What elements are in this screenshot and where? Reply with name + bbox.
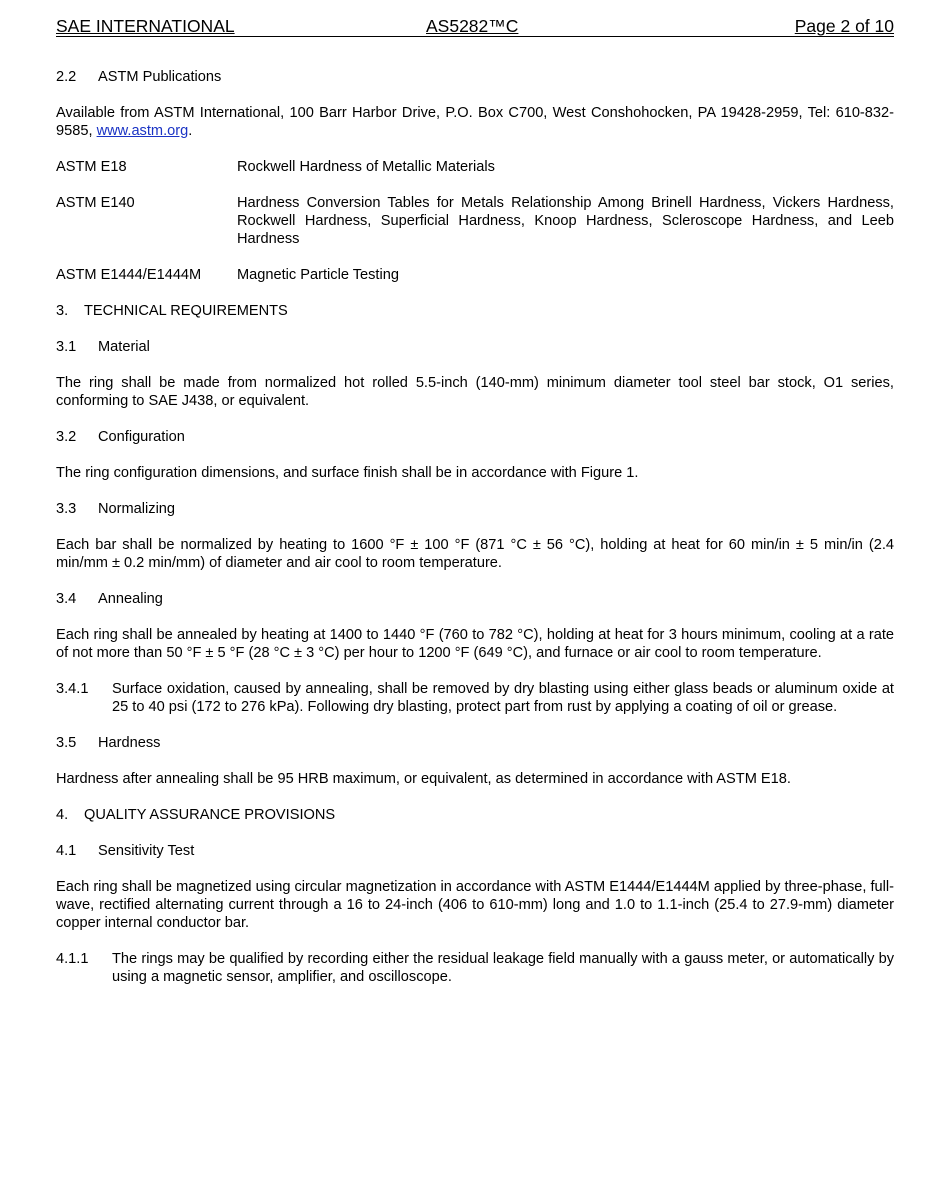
section-4-heading [56,806,894,824]
reference-title: Rockwell Hardness of Metallic Materials [237,159,495,175]
section-3-5-text: Hardness after annealing shall be 95 HRB maximum, or equivalent, as determined in accordance with ASTM E18. [56,771,791,787]
section-3-4-text: Each ring shall be annealed by heating at 1400 to 1440 °F (760 to 782 °C), holding at heat for 3 hours minimum, cooling at a rate of not more than 50 °F ± 5 °F (28 °C ± 3 °C) per hour to 1200 °F (649 °C), and furnace or air cool to room temperature. [56,627,894,661]
astm-address-end: . [188,123,193,139]
section-number: 3.4 [56,591,77,607]
section-number: 4.1 [56,843,77,859]
section-number: 4.1.1 [56,951,89,967]
page-header [56,16,894,37]
astm-availability-paragraph [56,104,894,140]
section-number: 3. [56,303,69,319]
section-title: Configuration [98,429,185,445]
section-3-2-text: The ring configuration dimensions, and surface finish shall be in accordance with Figure 1. [56,465,639,481]
section-title: QUALITY ASSURANCE PROVISIONS [84,807,336,823]
section-number: 3.2 [56,429,77,445]
astm-address-text: Available from ASTM International, 100 Barr Harbor Drive, P.O. Box C700, West Conshohocken, PA 19428-2959, Tel: 610-832-9585, [56,105,894,139]
section-title: Hardness [98,735,161,751]
section-text: Surface oxidation, caused by annealing, shall be removed by dry blasting using either glass beads or aluminum oxide at 25 to 40 psi (172 to 276 kPa). Following dry blasting, protect part from rust by applying a coating of oil or grease. [112,681,894,715]
reference-code: ASTM E140 [56,195,135,211]
section-4-1-text: Each ring shall be magnetized using circular magnetization in accordance with ASTM E1444/E1444M applied by three-phase, full-wave, rectified alternating current through a 16 to 24-inch (406 to 610-mm) long and 1.0 to 1.1-inch (25.4 to 27.9-mm) diameter copper internal conductor bar. [56,879,894,931]
section-number: 3.5 [56,735,77,751]
section-3-1-text: The ring shall be made from normalized hot rolled 5.5-inch (140-mm) minimum diameter tool steel bar stock, O1 series, conforming to SAE J438, or equivalent. [56,375,894,409]
section-3-4-1 [56,680,894,716]
section-4-1-1 [56,950,894,986]
header-org: SAE INTERNATIONAL [56,16,235,36]
header-page-number: Page 2 of 10 [794,16,894,36]
reference-code: ASTM E18 [56,159,127,175]
reference-entry [56,158,894,176]
section-text: The rings may be qualified by recording either the residual leakage field manually with a gauss meter, or automatically by using a magnetic sensor, amplifier, and oscilloscope. [112,951,894,985]
section-3-4-heading [56,590,894,608]
section-3-3-text: Each bar shall be normalized by heating to 1600 °F ± 100 °F (871 °C ± 56 °C), holding at heat for 60 min/in ± 5 min/in (2.4 min/mm ± 0.2 min/mm) of diameter and air cool to room temperature. [56,537,894,571]
section-number: 2.2 [56,69,77,85]
reference-entry [56,194,894,248]
section-title: Annealing [98,591,163,607]
section-3-1-heading [56,338,894,356]
section-number: 3.1 [56,339,77,355]
section-4-1-heading [56,842,894,860]
section-number: 3.3 [56,501,77,517]
reference-title: Magnetic Particle Testing [237,267,399,283]
section-title: Material [98,339,150,355]
section-number: 3.4.1 [56,681,89,697]
section-title: ASTM Publications [98,69,222,85]
section-3-2-heading [56,428,894,446]
section-title: Sensitivity Test [98,843,195,859]
section-number: 4. [56,807,69,823]
reference-title: Hardness Conversion Tables for Metals Relationship Among Brinell Hardness, Vickers Hardness, Rockwell Hardness, Superficial Hardness, Knoop Hardness, Scleroscope Hardness, and Leeb Hardness [237,195,894,247]
section-title: Normalizing [98,501,176,517]
reference-entry [56,266,894,284]
section-2-2-heading [56,68,894,86]
section-3-3-heading [56,500,894,518]
section-title: TECHNICAL REQUIREMENTS [84,303,288,319]
document-body [56,68,894,1004]
section-3-heading [56,302,894,320]
header-doc-number: AS5282™C [426,16,519,36]
reference-code: ASTM E1444/E1444M [56,267,202,283]
section-3-5-heading [56,734,894,752]
astm-website-link[interactable]: www.astm.org [96,123,189,139]
